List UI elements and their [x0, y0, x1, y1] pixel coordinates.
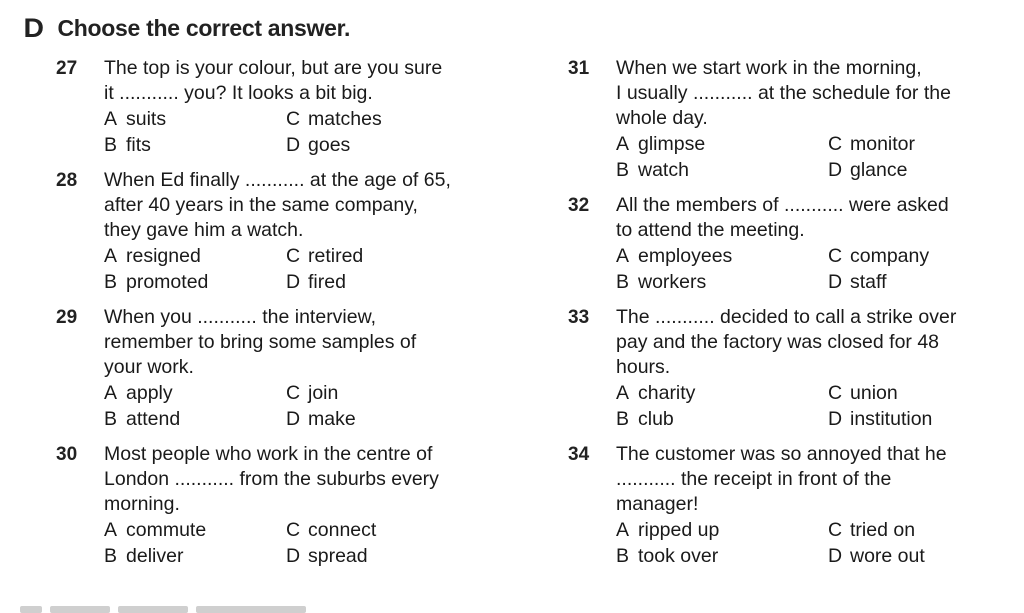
- answer-options: [616, 380, 1008, 432]
- question-number: 29: [56, 307, 78, 328]
- option-a[interactable]: A glimpse: [616, 133, 706, 155]
- right-question-column: [568, 56, 1008, 579]
- option-c[interactable]: C join: [286, 382, 339, 404]
- option-b[interactable]: B fits: [104, 134, 151, 156]
- question-34: [568, 442, 1008, 569]
- option-a[interactable]: A charity: [616, 382, 696, 404]
- option-d[interactable]: D glance: [828, 159, 908, 181]
- question-text: When you ........... the interview, remember to bring some samples of your work.: [104, 306, 417, 378]
- option-c[interactable]: C union: [828, 382, 898, 404]
- option-a[interactable]: A resigned: [104, 245, 201, 267]
- section-letter: D: [23, 12, 44, 43]
- question-31: [568, 56, 1008, 183]
- option-c[interactable]: C retired: [286, 245, 364, 267]
- option-a[interactable]: A ripped up: [616, 519, 720, 541]
- option-c[interactable]: C matches: [286, 108, 382, 130]
- answer-options: [104, 380, 516, 432]
- answer-options: [104, 517, 516, 569]
- question-text: The customer was so annoyed that he ........... the receipt in front of the manager!: [616, 443, 947, 515]
- option-a[interactable]: A employees: [616, 245, 733, 267]
- question-text: When Ed finally ........... at the age of 65, after 40 years in the same company, they gave him a watch.: [104, 169, 451, 241]
- option-b[interactable]: B attend: [104, 408, 181, 430]
- question-33: [568, 305, 1008, 432]
- question-number: 27: [56, 58, 78, 79]
- option-d[interactable]: D goes: [286, 134, 351, 156]
- question-32: [568, 193, 1008, 295]
- option-d[interactable]: D make: [286, 408, 356, 430]
- question-number: 34: [568, 444, 590, 465]
- section-header: [24, 10, 350, 46]
- answer-options: [616, 517, 1008, 569]
- question-text: Most people who work in the centre of London ........... from the suburbs every morning.: [104, 443, 439, 515]
- cut-off-next-section: [20, 606, 310, 613]
- question-number: 30: [56, 444, 78, 465]
- cut-off-glyph: [50, 606, 110, 613]
- option-c[interactable]: C monitor: [828, 133, 916, 155]
- answer-options: [104, 243, 516, 295]
- option-d[interactable]: D fired: [286, 271, 346, 293]
- option-d[interactable]: D wore out: [828, 545, 925, 567]
- answer-options: [616, 131, 1008, 183]
- option-d[interactable]: D spread: [286, 545, 368, 567]
- answer-options: [616, 243, 1008, 295]
- question-text: All the members of ........... were asked to attend the meeting.: [616, 194, 949, 241]
- option-a[interactable]: A suits: [104, 108, 167, 130]
- question-text: The ........... decided to call a strike over pay and the factory was closed for 48 hours.: [616, 306, 957, 378]
- question-28: [56, 168, 516, 295]
- answer-options: [104, 106, 516, 158]
- option-d[interactable]: D institution: [828, 408, 933, 430]
- question-27: [56, 56, 516, 158]
- option-a[interactable]: A commute: [104, 519, 207, 541]
- option-c[interactable]: C tried on: [828, 519, 916, 541]
- option-b[interactable]: B took over: [616, 545, 719, 567]
- option-c[interactable]: C company: [828, 245, 930, 267]
- option-b[interactable]: B club: [616, 408, 674, 430]
- instruction-text: Choose the correct answer.: [57, 14, 351, 41]
- question-29: [56, 305, 516, 432]
- cut-off-glyph: [20, 606, 42, 613]
- question-number: 33: [568, 307, 590, 328]
- cut-off-glyph: [196, 606, 306, 613]
- option-a[interactable]: A apply: [104, 382, 173, 404]
- question-text: When we start work in the morning, I usually ........... at the schedule for the whole day.: [616, 57, 951, 129]
- option-d[interactable]: D staff: [828, 271, 887, 293]
- option-c[interactable]: C connect: [286, 519, 377, 541]
- left-question-column: [56, 56, 516, 579]
- option-b[interactable]: B deliver: [104, 545, 184, 567]
- question-number: 28: [56, 170, 78, 191]
- question-text: The top is your colour, but are you sure it ........... you? It looks a bit big.: [104, 57, 443, 104]
- option-b[interactable]: B workers: [616, 271, 707, 293]
- question-number: 32: [568, 195, 590, 216]
- question-number: 31: [568, 58, 590, 79]
- option-b[interactable]: B watch: [616, 159, 689, 181]
- question-30: [56, 442, 516, 569]
- cut-off-glyph: [118, 606, 188, 613]
- option-b[interactable]: B promoted: [104, 271, 209, 293]
